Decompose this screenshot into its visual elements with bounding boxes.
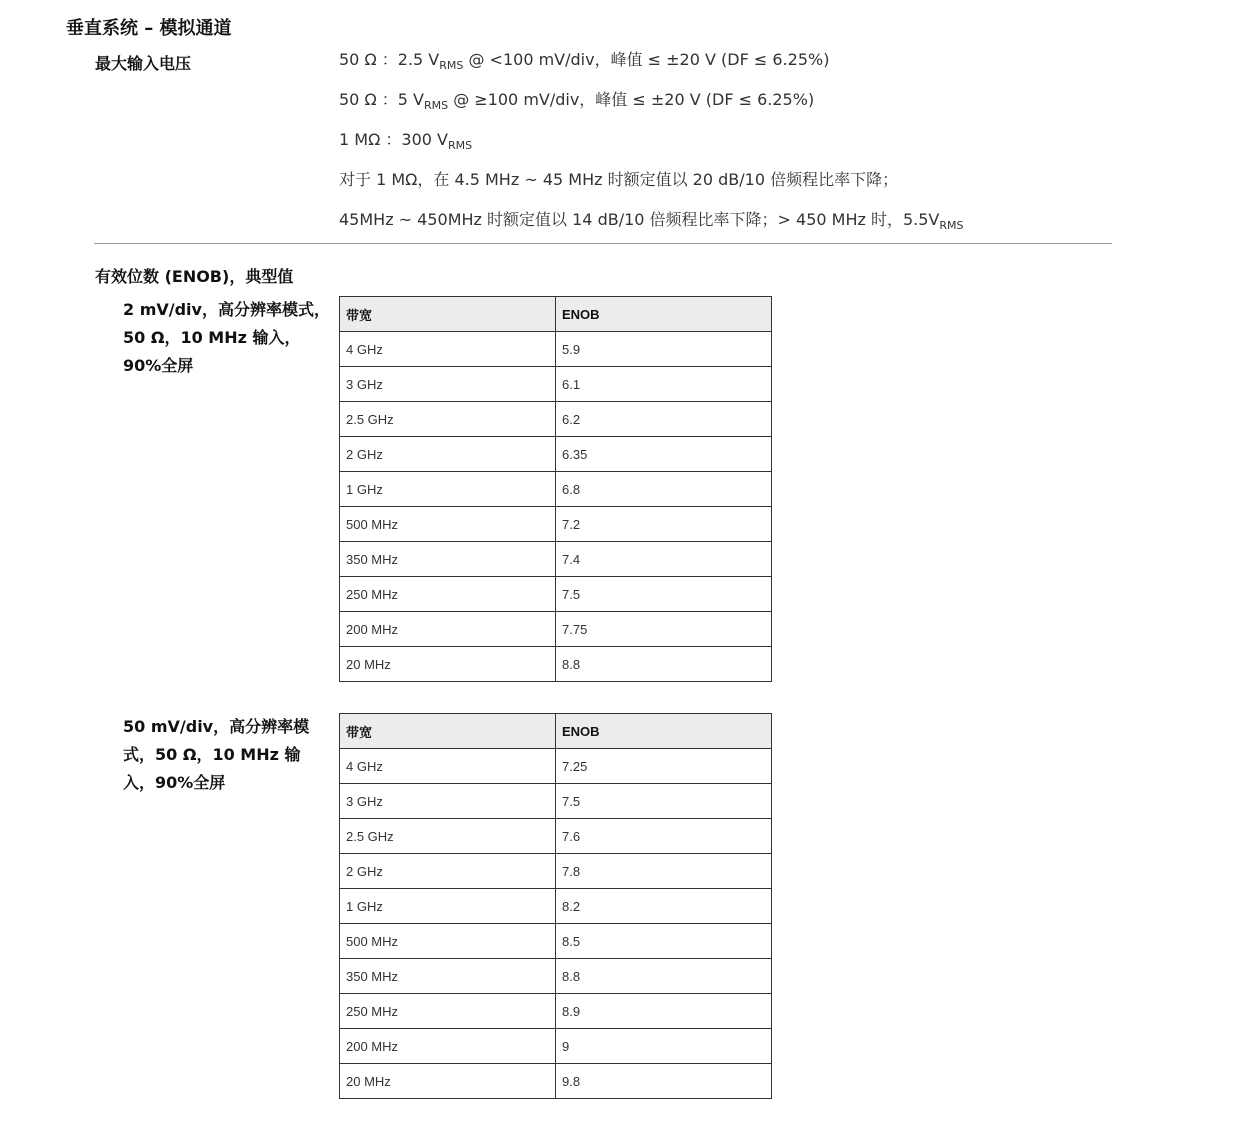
bandwidth-cell: 2 GHz [340,854,556,889]
bandwidth-cell: 2.5 GHz [340,402,556,437]
bandwidth-cell: 200 MHz [340,612,556,647]
table-row [340,959,772,994]
enob-cell: 8.8 [556,647,772,682]
table-row [340,854,772,889]
table-row [340,1064,772,1099]
column-header-bandwidth: 带宽 [340,297,556,332]
enob-cell: 6.1 [556,367,772,402]
table-row [340,577,772,612]
bandwidth-cell: 3 GHz [340,784,556,819]
column-header-bandwidth: 带宽 [340,714,556,749]
table-row [340,437,772,472]
bandwidth-cell: 1 GHz [340,889,556,924]
bandwidth-cell: 500 MHz [340,924,556,959]
section-divider [94,243,1112,244]
table-row [340,1029,772,1064]
enob-condition-label: 50 mV/div，高分辨率模式，50 Ω，10 MHz 输入，90%全屏 [123,717,310,792]
enob-cell: 8.8 [556,959,772,994]
table-header-row [340,714,772,749]
table-row [340,472,772,507]
bandwidth-cell: 350 MHz [340,959,556,994]
bandwidth-cell: 500 MHz [340,507,556,542]
enob-cell: 6.35 [556,437,772,472]
table-header-row [340,297,772,332]
enob-cell: 7.25 [556,749,772,784]
enob-cell: 6.8 [556,472,772,507]
table-row [340,402,772,437]
bandwidth-cell: 20 MHz [340,1064,556,1099]
enob-cell: 5.9 [556,332,772,367]
voltage-spec-line: 50 Ω ：5 $V_{RMS}$ @ ≥100 mV/div，峰值 ≤ ±20 V (DF ≤ 6.25%) [339,90,815,112]
bandwidth-cell: 250 MHz [340,577,556,612]
bandwidth-cell: 4 GHz [340,332,556,367]
bandwidth-cell: 4 GHz [340,749,556,784]
enob-cell: 7.2 [556,507,772,542]
enob-cell: 7.8 [556,854,772,889]
enob-cell: 7.6 [556,819,772,854]
table-row [340,819,772,854]
bandwidth-cell: 3 GHz [340,367,556,402]
bandwidth-cell: 1 GHz [340,472,556,507]
max-input-voltage-label: 最大输入电压 [95,54,192,73]
enob-cell: 7.5 [556,784,772,819]
bandwidth-cell: 2.5 GHz [340,819,556,854]
enob-cell: 9.8 [556,1064,772,1099]
bandwidth-cell: 350 MHz [340,542,556,577]
bandwidth-cell: 250 MHz [340,994,556,1029]
voltage-spec-line: 对于 1 MΩ，在 4.5 MHz ~ 45 MHz 时额定值以 20 dB/10 倍频程比率下降； [339,170,899,189]
table-row [340,994,772,1029]
enob-cell: 7.4 [556,542,772,577]
voltage-spec-line: 50 Ω ：2.5 $V_{RMS}$ @ <100 mV/div，峰值 ≤ ±20 V (DF ≤ 6.25%) [339,50,830,72]
table-row [340,332,772,367]
voltage-spec-line: 45MHz ~ 450MHz 时额定值以 14 dB/10 倍频程比率下降；> 450 MHz 时，$5.5V_{RMS}$ [339,210,964,232]
max-input-voltage-values [339,50,964,250]
enob-cell: 7.75 [556,612,772,647]
bandwidth-cell: 200 MHz [340,1029,556,1064]
enob-cell: 8.2 [556,889,772,924]
table-row [340,749,772,784]
enob-table [339,296,772,682]
table-row [340,542,772,577]
table-row [340,367,772,402]
table-row [340,507,772,542]
bandwidth-cell: 20 MHz [340,647,556,682]
enob-cell: 8.9 [556,994,772,1029]
table-row [340,784,772,819]
enob-table [339,713,772,1099]
enob-cell: 6.2 [556,402,772,437]
column-header-enob: ENOB [556,714,772,749]
section-title: 垂直系统 – 模拟通道 [66,18,232,39]
table-row [340,924,772,959]
enob-condition-label: 2 mV/div，高分辨率模式，50 Ω，10 MHz 输入，90%全屏 [123,300,330,375]
voltage-spec-line: 1 MΩ ：300 $V_{RMS}$ [339,130,473,152]
table-row [340,612,772,647]
table-row [340,889,772,924]
enob-cell: 8.5 [556,924,772,959]
table-row [340,647,772,682]
enob-label: 有效位数 (ENOB)，典型值 [95,267,294,286]
enob-cell: 9 [556,1029,772,1064]
column-header-enob: ENOB [556,297,772,332]
enob-cell: 7.5 [556,577,772,612]
bandwidth-cell: 2 GHz [340,437,556,472]
